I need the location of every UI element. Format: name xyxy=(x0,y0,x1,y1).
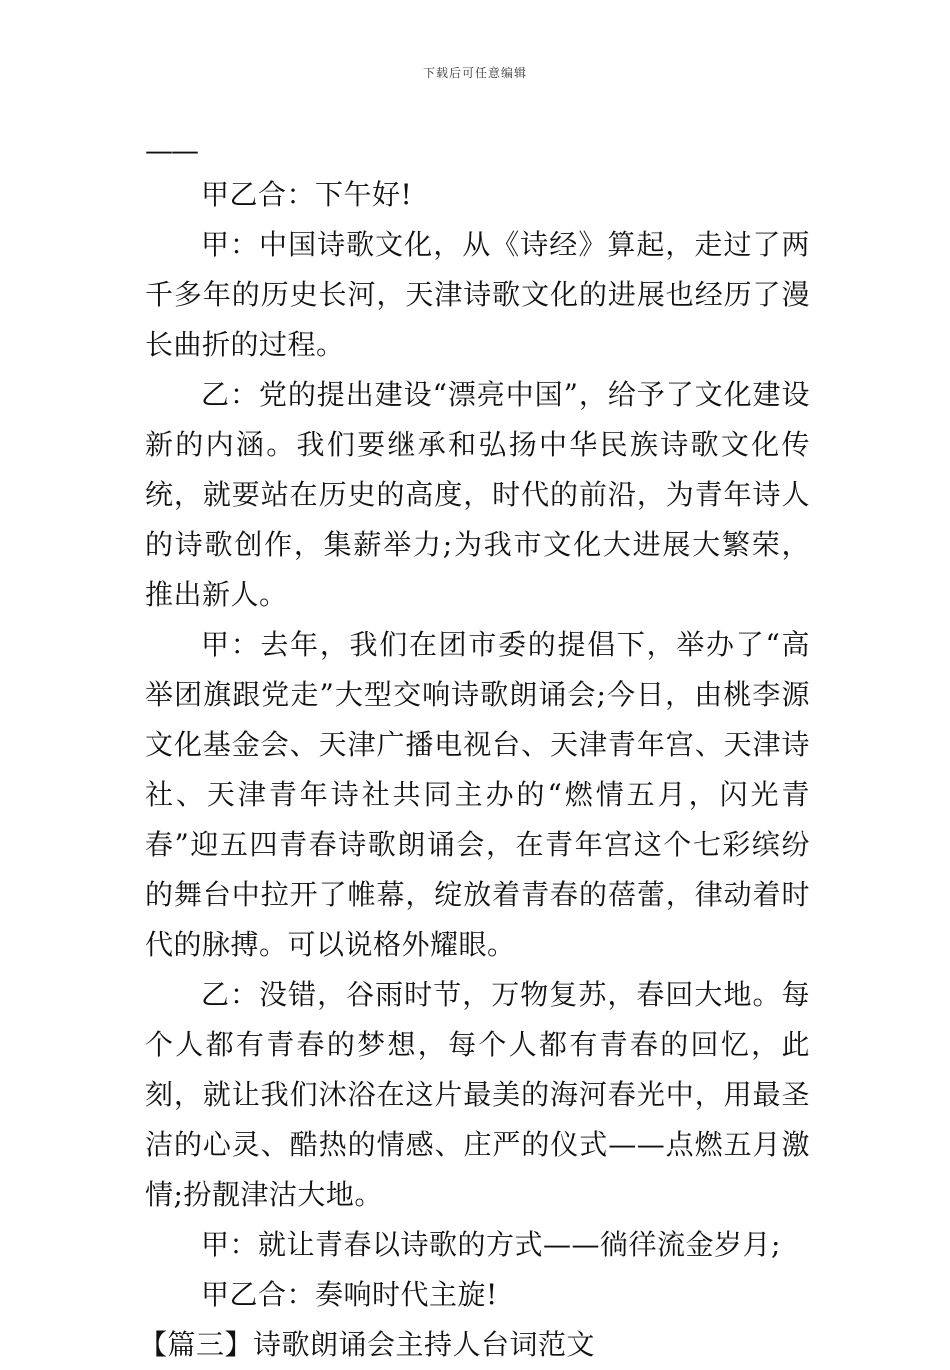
paragraph-jia-1: 甲：中国诗歌文化，从《诗经》算起，走过了两千多年的历史长河，天津诗歌文化的进展也经历了漫长曲折的过程。 xyxy=(145,228,810,361)
paragraph-jia-2: 甲：去年，我们在团市委的提倡下，举办了“高举团旗跟党走”大型交响诗歌朗诵会;今日，由桃李源文化基金会、天津广播电视台、天津青年宫、天津诗社、天津青年诗社共同主办的“燃情五月，闪光青春”迎五四青春诗歌朗诵会，在青年宫这个七彩缤纷的舞台中拉开了帷幕，绽放着青春的蓓蕾，律动着时代的脉搏。可以说格外耀眼。 xyxy=(145,628,810,961)
leading-dash: —— xyxy=(145,134,197,167)
paragraph-greeting: 甲乙合：下午好! xyxy=(201,178,413,211)
section-title: 【篇三】诗歌朗诵会主持人台词范文 xyxy=(139,1328,596,1361)
paragraph-yi-2: 乙：没错，谷雨时节，万物复苏，春回大地。每个人都有青春的梦想，每个人都有青春的回忆，此刻，就让我们沐浴在这片最美的海河春光中，用最圣洁的心灵、酷热的情感、庄严的仪式——点燃五月激情;扮靓津沽大地。 xyxy=(145,978,810,1211)
paragraph-yi-1: 乙：党的提出建设“漂亮中国”，给予了文化建设新的内涵。我们要继承和弘扬中华民族诗歌文化传统，就要站在历史的高度，时代的前沿，为青年诗人的诗歌创作，集薪举力;为我市文化大进展大繁荣，推出新人。 xyxy=(145,378,810,611)
paragraph-jia-3: 甲：就让青春以诗歌的方式——徜徉流金岁月; xyxy=(201,1228,781,1261)
document-body xyxy=(139,126,810,1370)
paragraph-together: 甲乙合：奏响时代主旋! xyxy=(201,1278,498,1311)
page-header-note: 下载后可任意编辑 xyxy=(422,66,527,80)
